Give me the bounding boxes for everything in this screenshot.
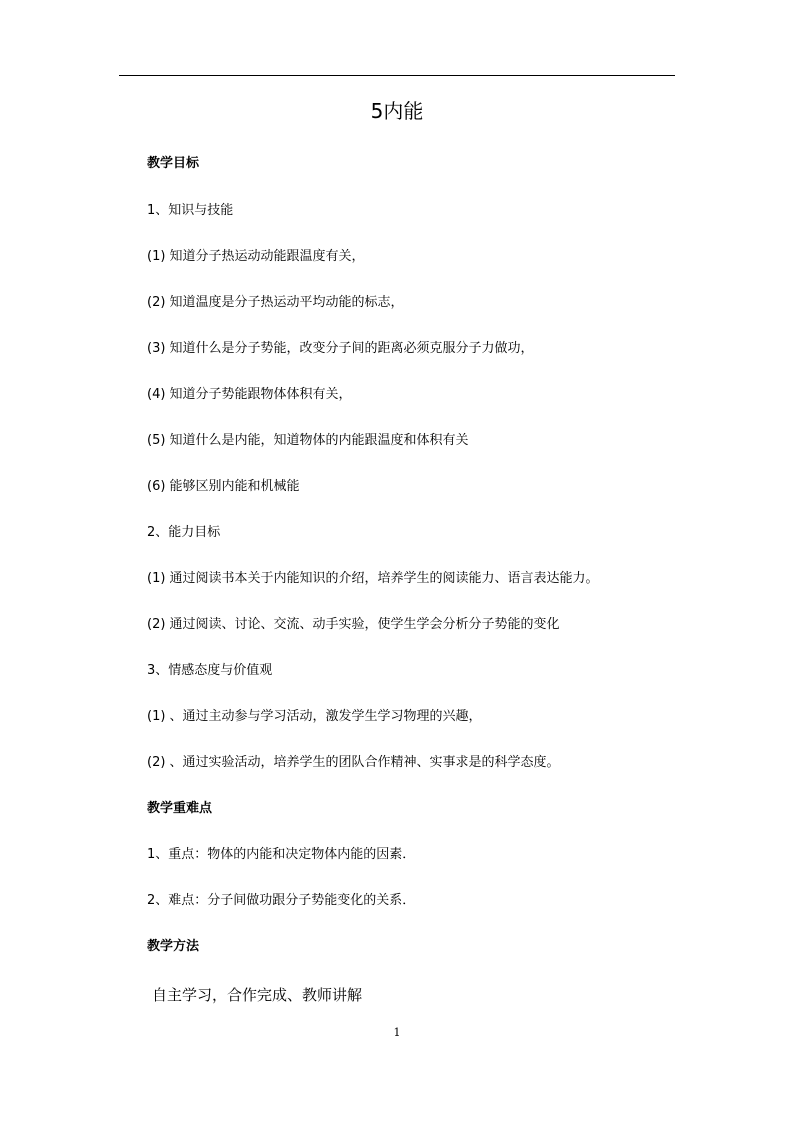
attitude-item-2: (2) 、通过实验活动，培养学生的团队合作精神、实事求是的科学态度。 [147,755,560,770]
teaching-method-text: 自主学习，合作完成、教师讲解 [152,986,363,1004]
attitude-item-1: (1) 、通过主动参与学习活动，激发学生学习物理的兴趣， [147,709,482,724]
teaching-objectives-heading: 教学目标 [147,156,200,171]
teaching-method-heading: 教学方法 [147,939,200,954]
attitude-heading: 3、情感态度与价值观 [147,663,273,678]
header-rule [119,75,675,76]
knowledge-item-1: (1) 知道分子热运动动能跟温度有关， [147,249,365,264]
key-point: 1、重点：物体的内能和决定物体内能的因素． [147,847,416,862]
knowledge-item-6: (6) 能够区别内能和机械能 [147,479,300,494]
document-title: 5内能 [370,99,424,123]
knowledge-item-4: (4) 知道分子势能跟物体体积有关， [147,387,352,402]
ability-item-2: (2) 通过阅读、讨论、交流、动手实验，使学生学会分析分子势能的变化 [147,617,560,632]
knowledge-item-5: (5) 知道什么是内能，知道物体的内能跟温度和体积有关 [147,433,469,448]
knowledge-item-2: (2) 知道温度是分子热运动平均动能的标志， [147,295,404,310]
page-number: 1 [393,1026,401,1039]
ability-heading: 2、能力目标 [147,525,221,540]
knowledge-item-3: (3) 知道什么是分子势能，改变分子间的距离必须克服分子力做功， [147,341,534,356]
difficult-point: 2、难点：分子间做功跟分子势能变化的关系． [147,893,416,908]
key-difficult-heading: 教学重难点 [147,801,213,816]
ability-item-1: (1) 通过阅读书本关于内能知识的介绍，培养学生的阅读能力、语言表达能力。 [147,571,599,586]
knowledge-skills-heading: 1、知识与技能 [147,203,234,218]
